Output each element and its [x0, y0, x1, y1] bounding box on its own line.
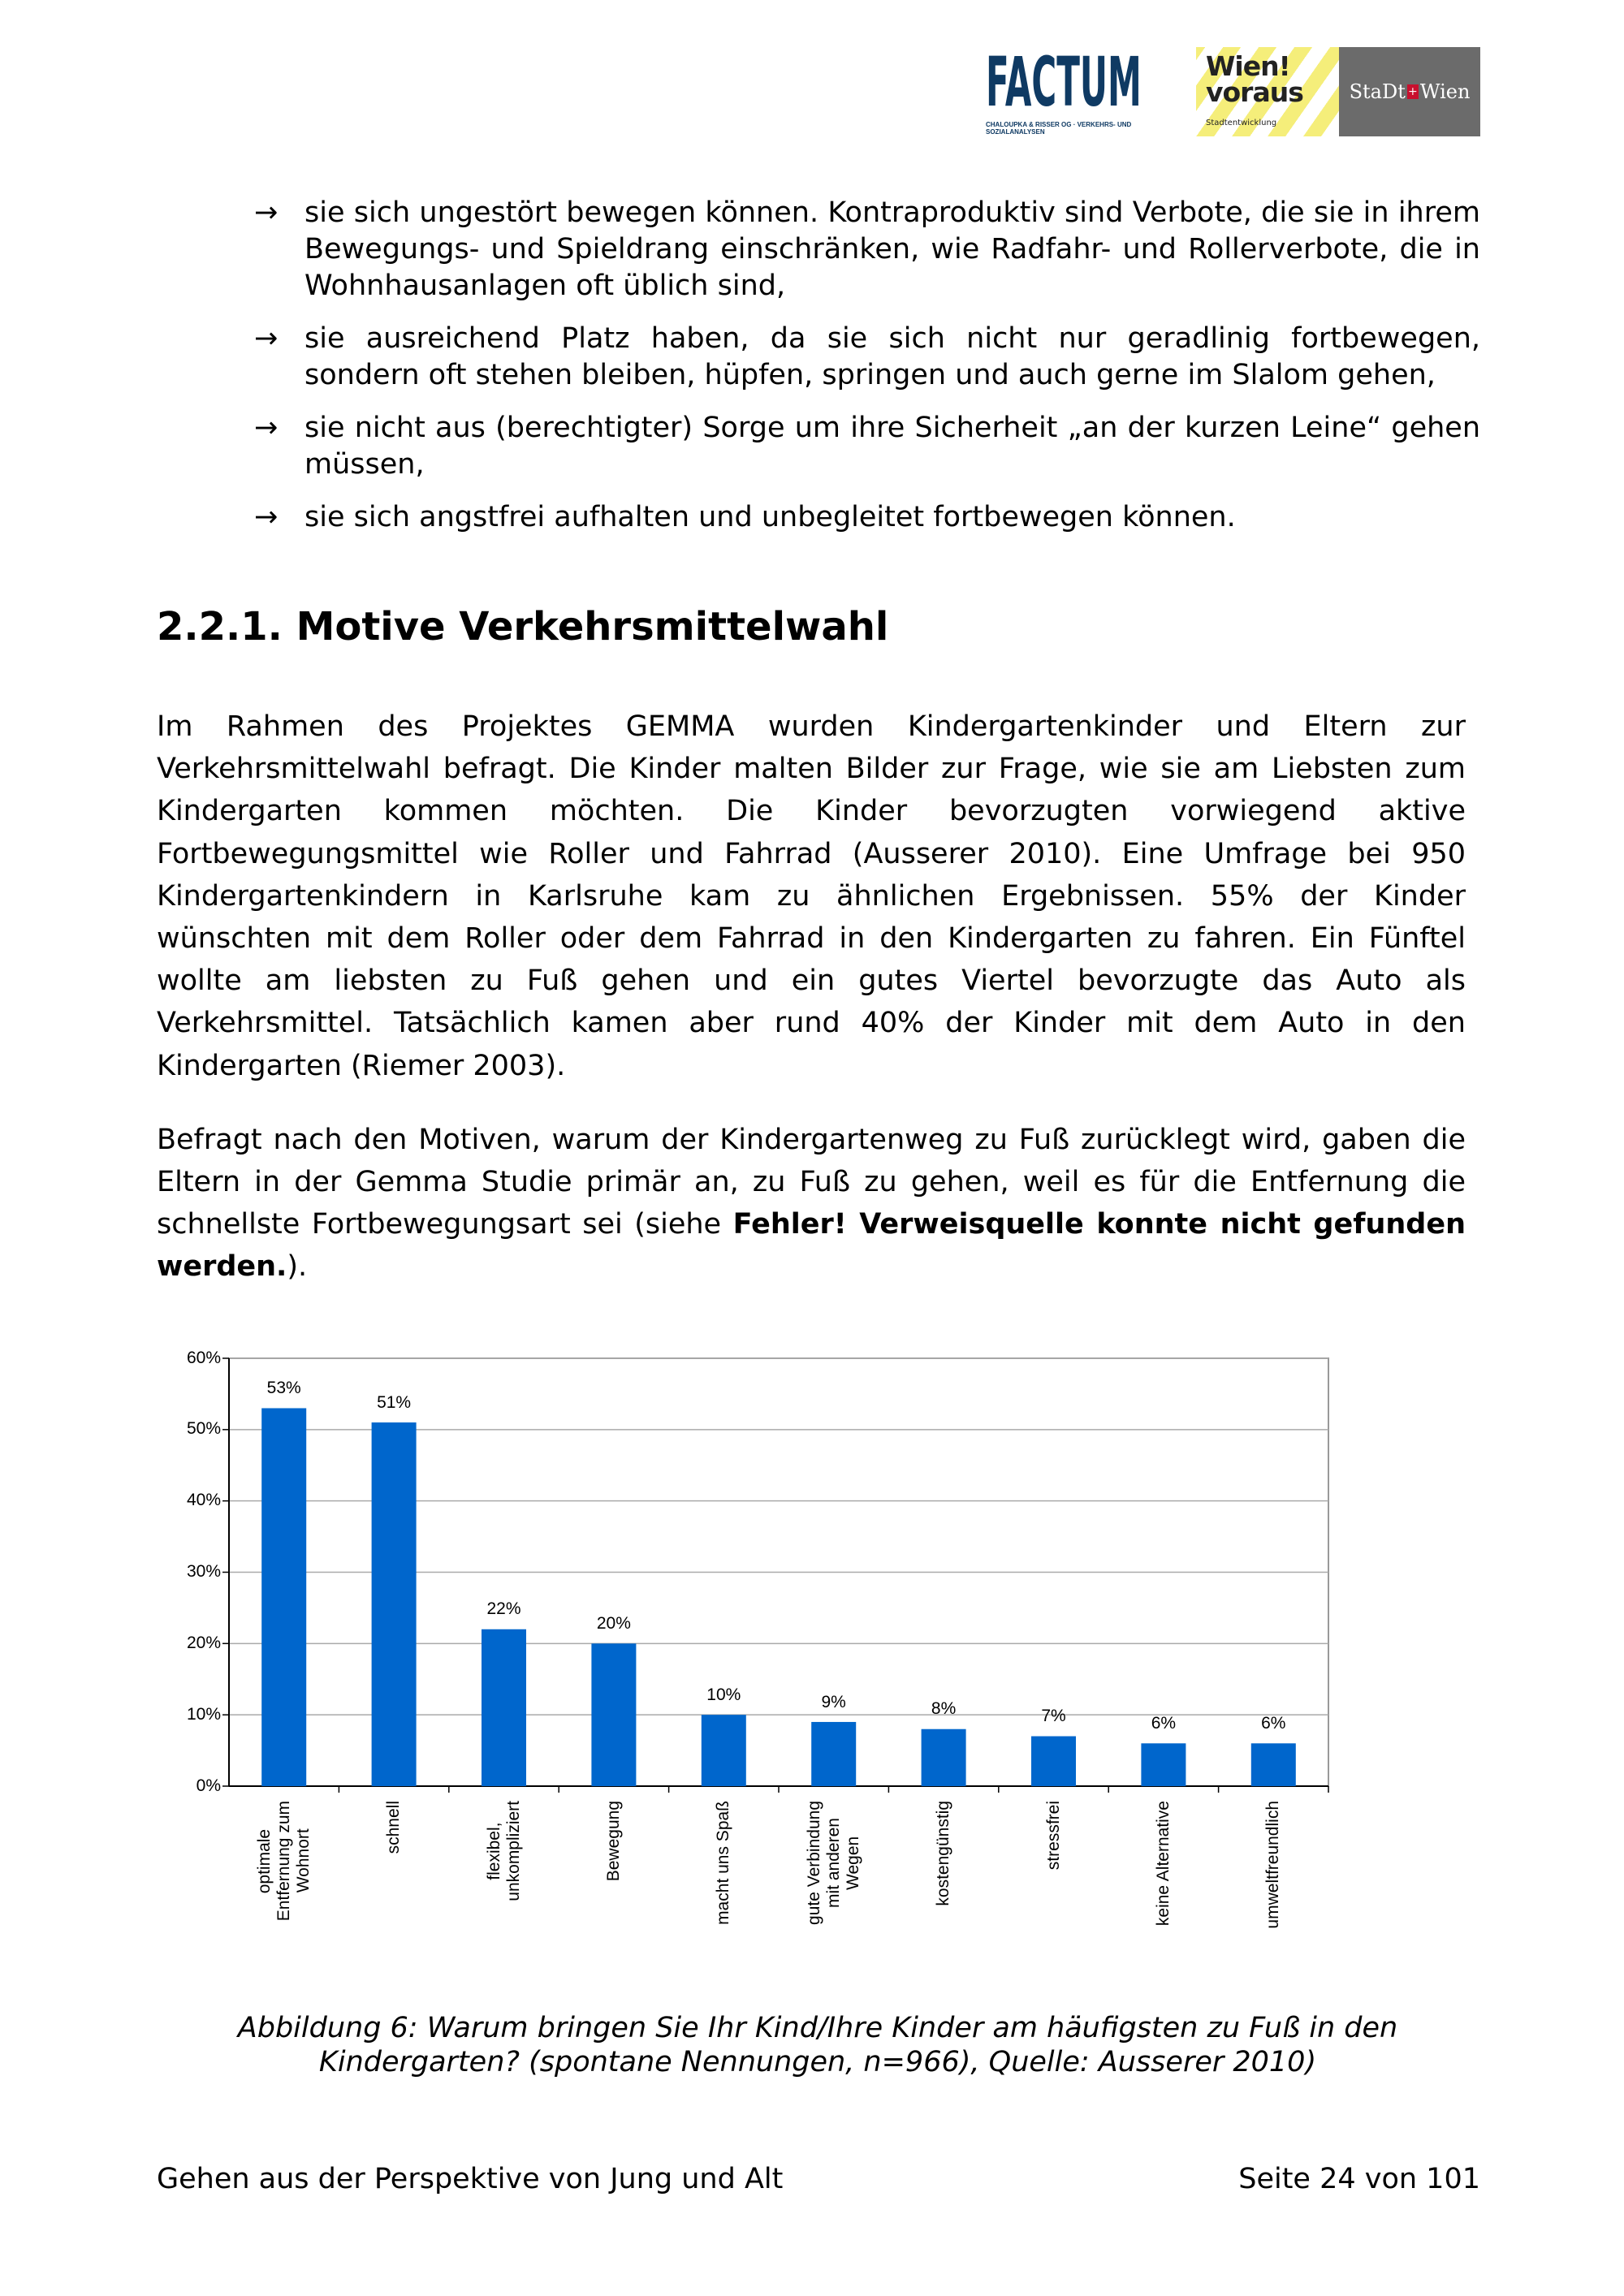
bar [922, 1728, 966, 1785]
bullet-item [254, 410, 1480, 483]
wien-voraus-logo [1196, 47, 1339, 136]
factum-logo-subtitle: CHALOUPKA & RISSER OG · VERKEHRS- UND SOZIALANALYSEN [986, 121, 1132, 136]
figure-caption [0, 2011, 1624, 2079]
wien-voraus-subtitle: Stadtentwicklung [1206, 119, 1277, 127]
bullet-text: sie ausreichend Platz haben, da sie sich nicht nur geradlinig fortbewegen, sondern oft stehen bleiben, hüpfen, springen und auch gerne im Slalom gehen, [304, 322, 1480, 391]
data-label: 10% [706, 1685, 741, 1704]
section-heading: 2.2.1. Motive Verkehrsmittelwahl [157, 604, 889, 650]
arrow-icon: → [254, 412, 279, 444]
x-category-label: schnell [384, 1800, 404, 1854]
bullet-item [254, 499, 1480, 536]
y-tick-label: 30% [186, 1562, 221, 1582]
bullet-item [254, 321, 1480, 394]
y-tick-label: 10% [186, 1704, 221, 1724]
page-footer [157, 2163, 1480, 2195]
bar [591, 1643, 636, 1786]
arrow-icon: → [254, 322, 279, 355]
footer-title: Gehen aus der Perspektive von Jung und Alt [157, 2163, 784, 2195]
data-label: 51% [377, 1392, 412, 1412]
y-tick-label: 50% [186, 1419, 221, 1439]
y-tick-label: 60% [186, 1348, 221, 1367]
data-label: 6% [1151, 1713, 1177, 1733]
paragraph-2 [157, 1119, 1466, 1288]
bar [482, 1629, 526, 1785]
paragraph-2-text: Befragt nach den Motiven, warum der Kindergartenweg zu Fuß zurücklegt wird, gaben die Eltern in der Gemma Studie primär an, zu Fuß zu gehen, weil es für die Entfernung die schnellste Fortbewegungsart sei (siehe [157, 1123, 1466, 1241]
page-number: Seite 24 von 101 [1238, 2163, 1480, 2195]
data-label: 20% [596, 1613, 631, 1633]
bar [1141, 1743, 1186, 1786]
bar [811, 1722, 856, 1786]
x-category-label: optimale Entfernung zum Wohnort [254, 1800, 313, 1921]
bullet-list [254, 195, 1480, 536]
page-body [0, 195, 1624, 2079]
bullet-text: sie nicht aus (berechtigter) Sorge um ihre Sicherheit „an der kurzen Leine“ gehen müssen, [304, 412, 1480, 481]
bar [1031, 1736, 1076, 1785]
factum-logo-text: FACTUM [986, 42, 1142, 122]
y-tick-label: 0% [196, 1776, 221, 1795]
x-category-label: keine Alternative [1153, 1800, 1173, 1926]
vienna-shield-icon: + [1407, 85, 1418, 98]
bar-chart [0, 1336, 1624, 1969]
bullet-item [254, 195, 1480, 304]
x-category-label: kostengünstig [934, 1800, 953, 1906]
bar [261, 1408, 306, 1786]
x-category-label: Bewegung [603, 1800, 623, 1881]
stadt-wien-text-b: Wien [1419, 80, 1471, 103]
caption-line-1: Abbildung 6: Warum bringen Sie Ihr Kind/Ihre Kinder am häufigsten zu Fuß in den [237, 2011, 1398, 2044]
wien-voraus-text: Wien! voraus [1206, 50, 1303, 108]
data-label: 7% [1041, 1707, 1066, 1726]
x-category-label: stressfrei [1043, 1800, 1063, 1870]
data-label: 6% [1261, 1713, 1286, 1733]
stadt-wien-logo [1339, 47, 1480, 136]
factum-logo [986, 42, 1159, 136]
bullet-text: sie sich angstfrei aufhalten und unbegleitet fortbewegen können. [304, 501, 1236, 533]
data-label: 22% [486, 1599, 521, 1619]
data-label: 53% [266, 1379, 301, 1398]
x-category-label: flexibel, unkompliziert [484, 1800, 523, 1901]
bar [372, 1422, 417, 1786]
arrow-icon: → [254, 501, 279, 533]
y-tick-label: 20% [186, 1633, 221, 1652]
y-tick-label: 40% [186, 1491, 221, 1510]
x-category-label: macht uns Spaß [714, 1800, 733, 1925]
x-category-label: umweltfreundlich [1263, 1800, 1283, 1929]
paragraph-1: Im Rahmen des Projektes GEMMA wurden Kindergartenkinder und Eltern zur Verkehrsmittelwahl befragt. Die Kinder malten Bilder zur Frage, wie sie am Liebsten zum Kindergarten kommen möchten. Die Kinder bevorzugten vorwiegend aktive Fortbewegungsmittel wie Roller und Fahrrad (Ausserer 2010). Eine Umfrage bei 950 Kindergartenkindern in Karlsruhe kam zu ähnlichen Ergebnissen. 55% der Kinder wünschten mit dem Roller oder dem Fahrrad in den Kindergarten zu fahren. Ein Fünftel wollte am liebsten zu Fuß gehen und ein gutes Viertel bevorzugte das Auto als Verkehrsmittel. Tatsächlich kamen aber rund 40% der Kinder mit dem Auto in den Kindergarten (Riemer 2003). [157, 710, 1466, 1082]
paragraph-2-end: ). [287, 1250, 308, 1284]
arrow-icon: → [254, 196, 279, 229]
x-category-label: gute Verbindung mit anderen Wegen [804, 1800, 862, 1925]
bullet-text: sie sich ungestört bewegen können. Kontraproduktiv sind Verbote, die sie in ihrem Bewegungs- und Spieldrang einschränken, wie Radfahr- und Rollerverbote, die in Wohnhausanlagen oft üblich sind, [304, 196, 1480, 302]
bar [702, 1715, 746, 1786]
bar [1251, 1743, 1296, 1786]
data-label: 9% [821, 1692, 846, 1711]
reference-error: Fehler! Verweisquelle konnte nicht gefunden werden. [157, 1208, 1466, 1284]
data-label: 8% [931, 1699, 957, 1719]
stadt-wien-text-a: StaDt [1349, 80, 1406, 103]
caption-line-2: Kindergarten? (spontane Nennungen, n=966), Quelle: Ausserer 2010) [318, 2045, 1317, 2078]
